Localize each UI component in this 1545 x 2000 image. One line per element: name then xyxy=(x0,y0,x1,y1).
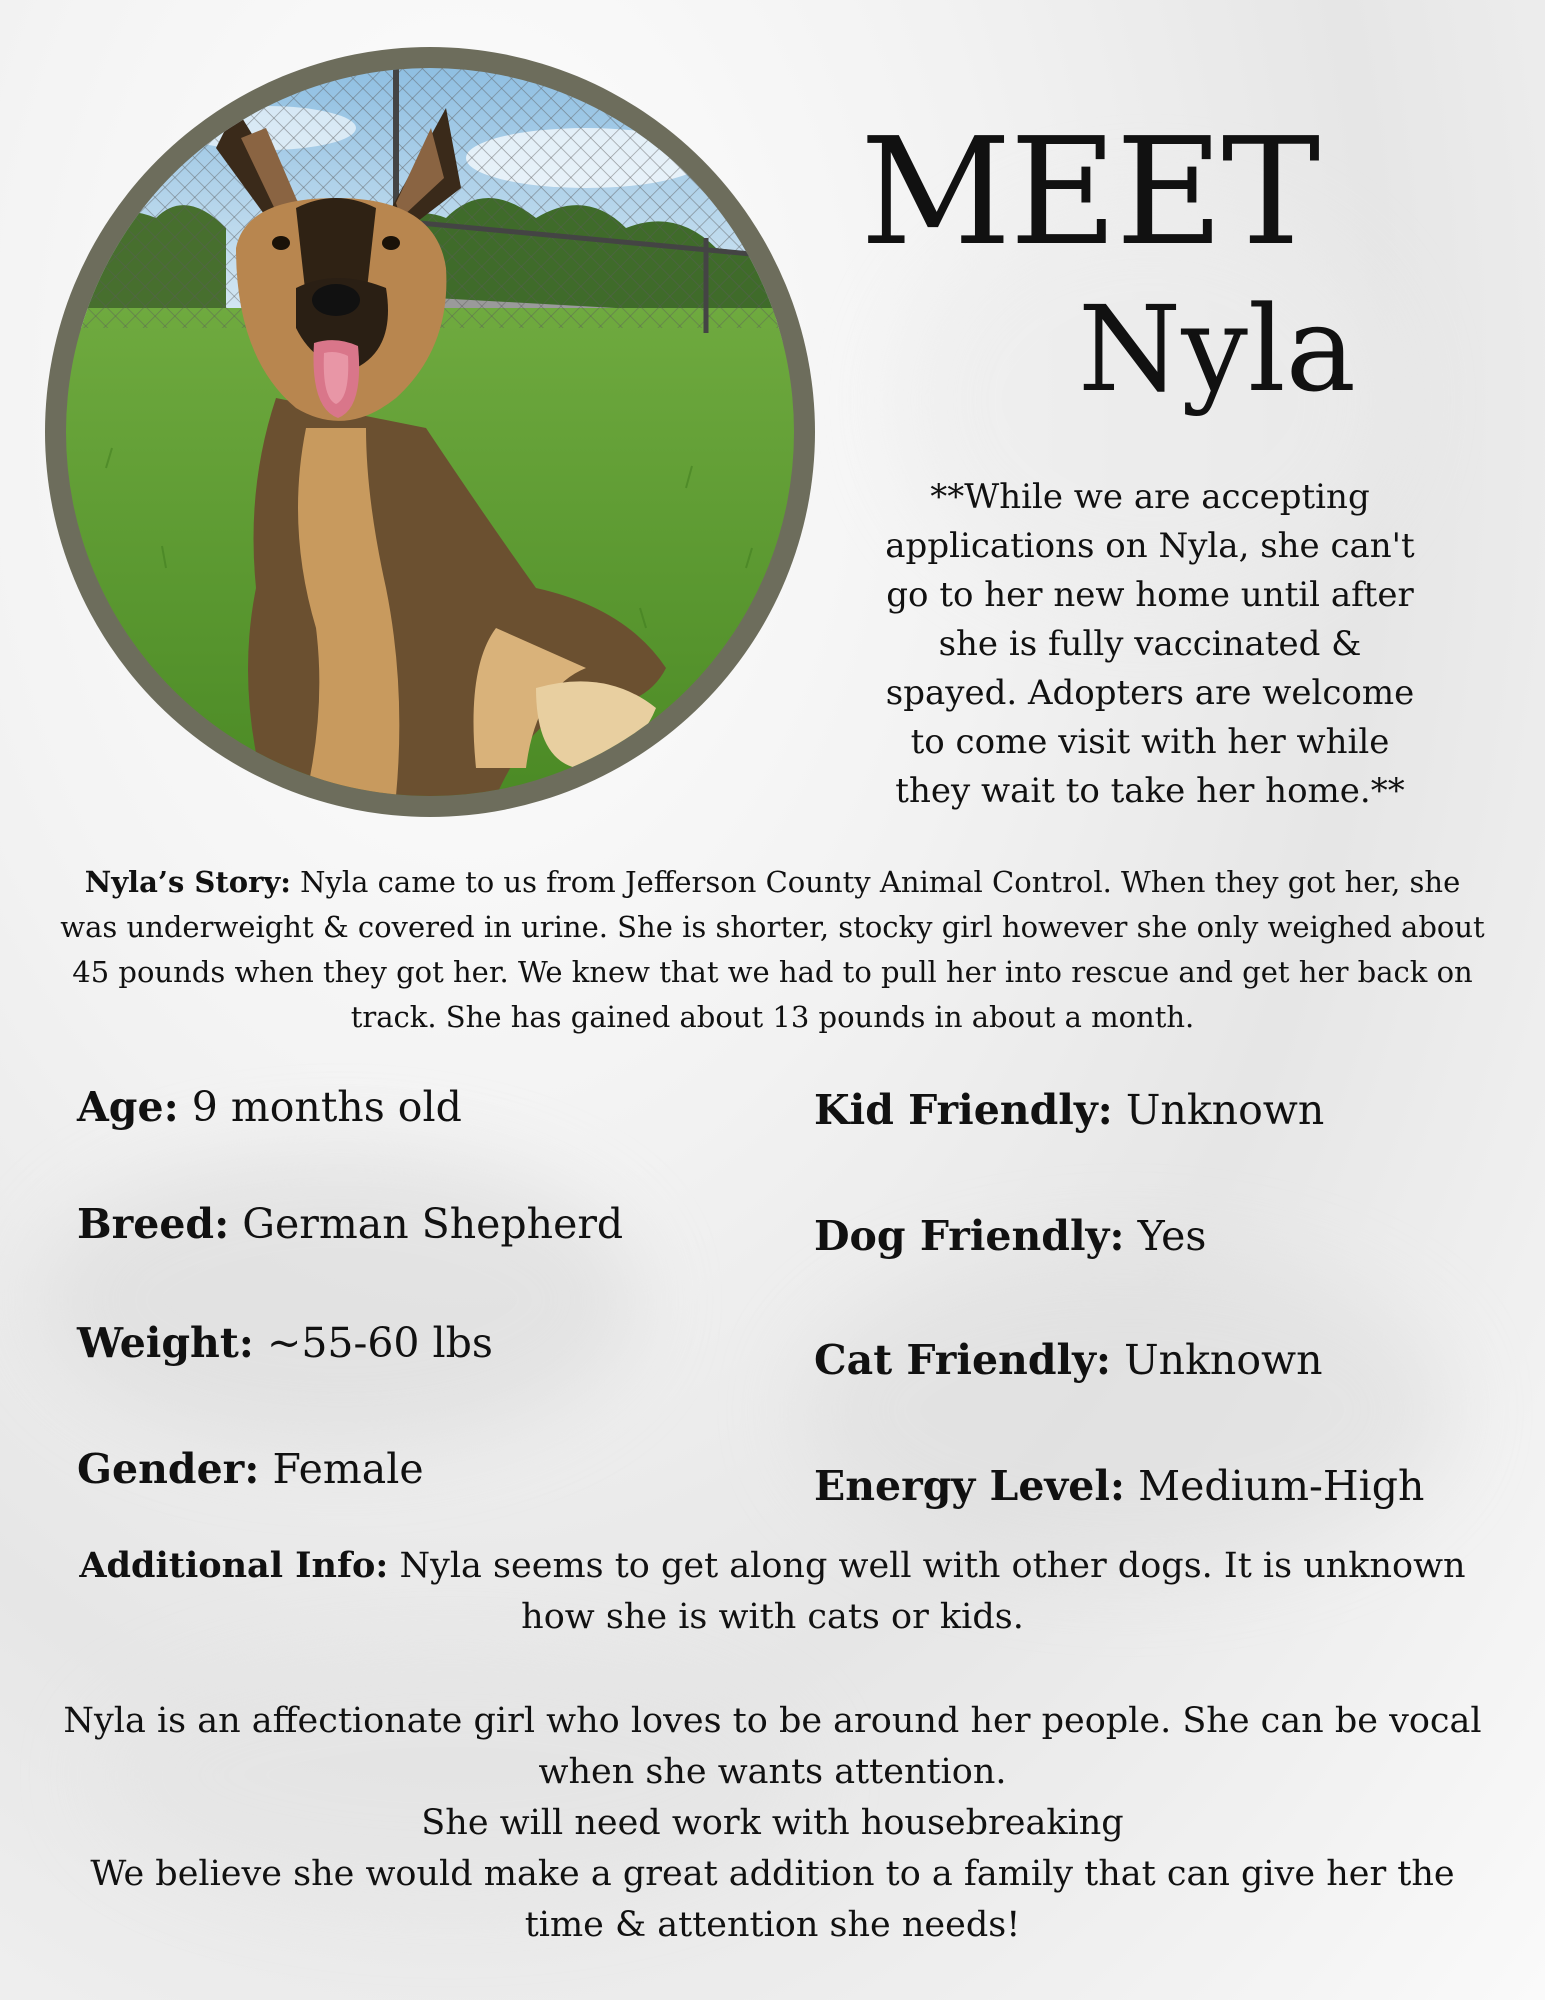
detail-kid-friendly xyxy=(814,1086,1325,1134)
background-texture xyxy=(40,1150,640,1450)
additional-info xyxy=(55,1540,1490,1643)
detail-cat-friendly xyxy=(814,1336,1323,1384)
closing-line: We believe she would make a great addition to a family that can give her the time & attention she needs! xyxy=(90,1854,1455,1945)
detail-label: Age: xyxy=(77,1083,179,1131)
detail-value: Medium-High xyxy=(1138,1462,1425,1510)
additional-text: Nyla seems to get along well with other dogs. It is unknown how she is with cats or kids. xyxy=(399,1546,1466,1637)
background-texture xyxy=(800,1250,1450,1570)
adoption-notice: **While we are accepting applications on Nyla, she can't go to her new home until after she is fully vaccinated & spayed. Adopters are welcome to come visit with her while they wait to take her home.** xyxy=(885,477,1415,811)
additional-label: Additional Info: xyxy=(79,1545,389,1586)
detail-label: Energy Level: xyxy=(814,1462,1126,1510)
detail-label: Dog Friendly: xyxy=(814,1212,1125,1260)
title-meet: MEET xyxy=(860,106,1319,278)
detail-label: Weight: xyxy=(77,1319,254,1367)
detail-label: Kid Friendly: xyxy=(814,1086,1113,1134)
detail-energy-level xyxy=(814,1462,1425,1510)
dog-photo xyxy=(66,68,794,796)
detail-value: Female xyxy=(272,1445,424,1493)
detail-value: ~55-60 lbs xyxy=(266,1319,493,1367)
dog-story xyxy=(60,860,1485,1040)
detail-label: Cat Friendly: xyxy=(814,1336,1112,1384)
detail-label: Gender: xyxy=(77,1445,260,1493)
detail-weight xyxy=(77,1319,493,1367)
detail-age xyxy=(77,1083,462,1131)
title-dog-name: Nyla xyxy=(1078,280,1357,418)
detail-value: Unknown xyxy=(1125,1086,1325,1134)
closing-description xyxy=(55,1696,1490,1951)
closing-line: She will need work with housebreaking xyxy=(421,1803,1124,1843)
closing-line: Nyla is an affectionate girl who loves to be around her people. She can be vocal when she wants attention. xyxy=(63,1701,1482,1792)
detail-label: Breed: xyxy=(77,1200,230,1248)
detail-value: Unknown xyxy=(1124,1336,1323,1384)
story-text: Nyla came to us from Jefferson County Animal Control. When they got her, she was underweight & covered in urine. She is shorter, stocky girl however she only weighed about 45 pounds when they got her. We knew that we had to pull her into rescue and get her back on track. She has gained about 13 pounds in about a month. xyxy=(60,865,1485,1034)
story-label: Nyla’s Story: xyxy=(84,865,291,899)
detail-value: German Shepherd xyxy=(242,1200,624,1248)
detail-dog-friendly xyxy=(814,1212,1207,1260)
detail-gender xyxy=(77,1445,424,1493)
detail-value: Yes xyxy=(1137,1212,1207,1260)
detail-breed xyxy=(77,1200,624,1248)
detail-value: 9 months old xyxy=(191,1083,462,1131)
